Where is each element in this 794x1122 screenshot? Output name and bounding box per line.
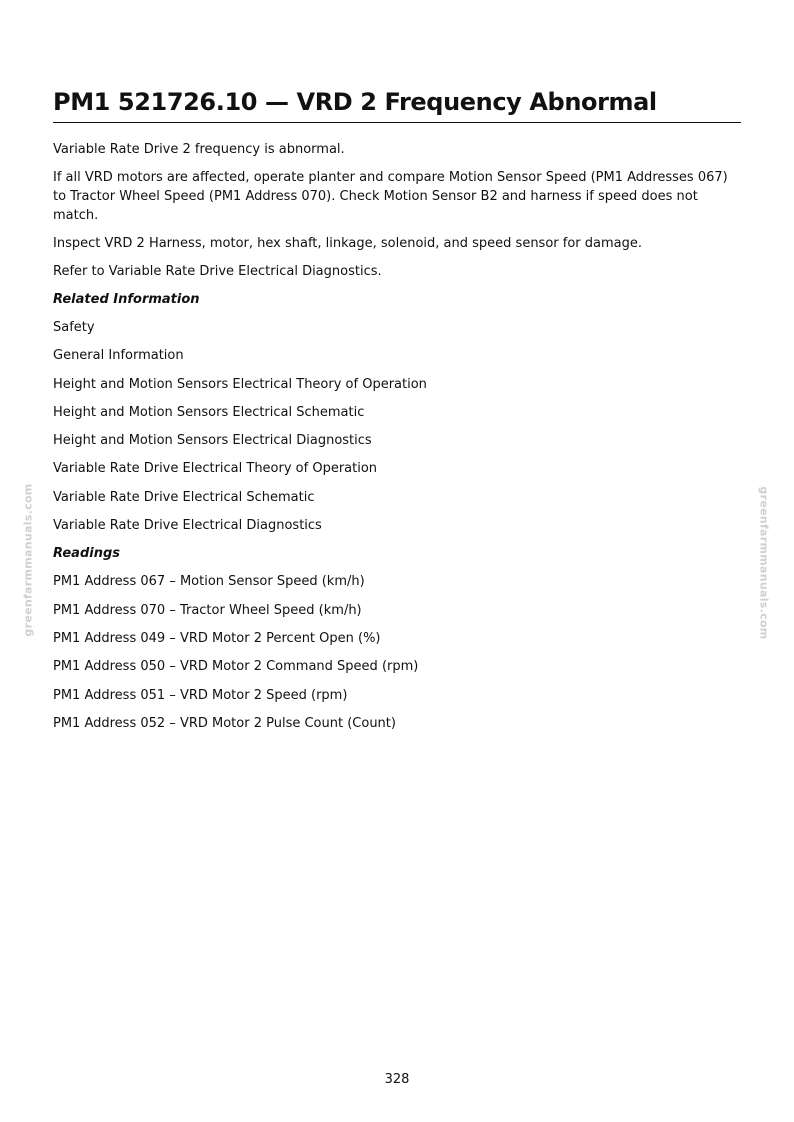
related-link-sensors-diagnostics[interactable]: Height and Motion Sensors Electrical Diagnostics <box>53 433 372 449</box>
reading-item: PM1 Address 049 – VRD Motor 2 Percent Open (%) <box>53 630 381 646</box>
procedure-paragraph: If all VRD motors are affected, operate planter and compare Motion Sensor Speed (PM1 Addresses 067) to Tractor Wheel Speed (PM1 Address 070). Check Motion Sensor B2 and harness if speed does not match. <box>53 170 728 223</box>
watermark-left: greenfarmmanuals.com <box>21 483 35 637</box>
refer-paragraph: Refer to Variable Rate Drive Electrical Diagnostics. <box>53 264 382 279</box>
page-title: PM1 521726.10 — VRD 2 Frequency Abnormal <box>53 86 741 123</box>
document-body <box>53 140 743 742</box>
related-link-general-information[interactable]: General Information <box>53 348 184 364</box>
related-link-safety[interactable]: Safety <box>53 320 95 335</box>
reading-item: PM1 Address 070 – Tractor Wheel Speed (km/h) <box>53 602 362 618</box>
related-link-vrd-schematic[interactable]: Variable Rate Drive Electrical Schematic <box>53 489 315 505</box>
related-information-heading: Related Information <box>53 292 200 307</box>
intro-paragraph: Variable Rate Drive 2 frequency is abnormal. <box>53 142 345 157</box>
readings-list <box>53 572 743 732</box>
related-link-sensors-theory[interactable]: Height and Motion Sensors Electrical Theory of Operation <box>53 376 427 392</box>
inspect-paragraph: Inspect VRD 2 Harness, motor, hex shaft, linkage, solenoid, and speed sensor for damage. <box>53 236 642 251</box>
related-link-vrd-diagnostics[interactable]: Variable Rate Drive Electrical Diagnostics <box>53 518 322 534</box>
readings-heading: Readings <box>53 546 121 562</box>
reading-item: PM1 Address 067 – Motion Sensor Speed (km/h) <box>53 574 365 590</box>
related-link-sensors-schematic[interactable]: Height and Motion Sensors Electrical Schematic <box>53 404 365 420</box>
related-link-vrd-theory[interactable]: Variable Rate Drive Electrical Theory of Operation <box>53 461 378 477</box>
reading-item: PM1 Address 051 – VRD Motor 2 Speed (rpm) <box>53 687 348 703</box>
related-information-list <box>53 318 743 535</box>
reading-item: PM1 Address 052 – VRD Motor 2 Pulse Count (Count) <box>53 715 396 731</box>
reading-item: PM1 Address 050 – VRD Motor 2 Command Speed (rpm) <box>53 659 419 675</box>
watermark-right: greenfarmmanuals.com <box>757 486 771 640</box>
page-number: 328 <box>384 1072 410 1087</box>
